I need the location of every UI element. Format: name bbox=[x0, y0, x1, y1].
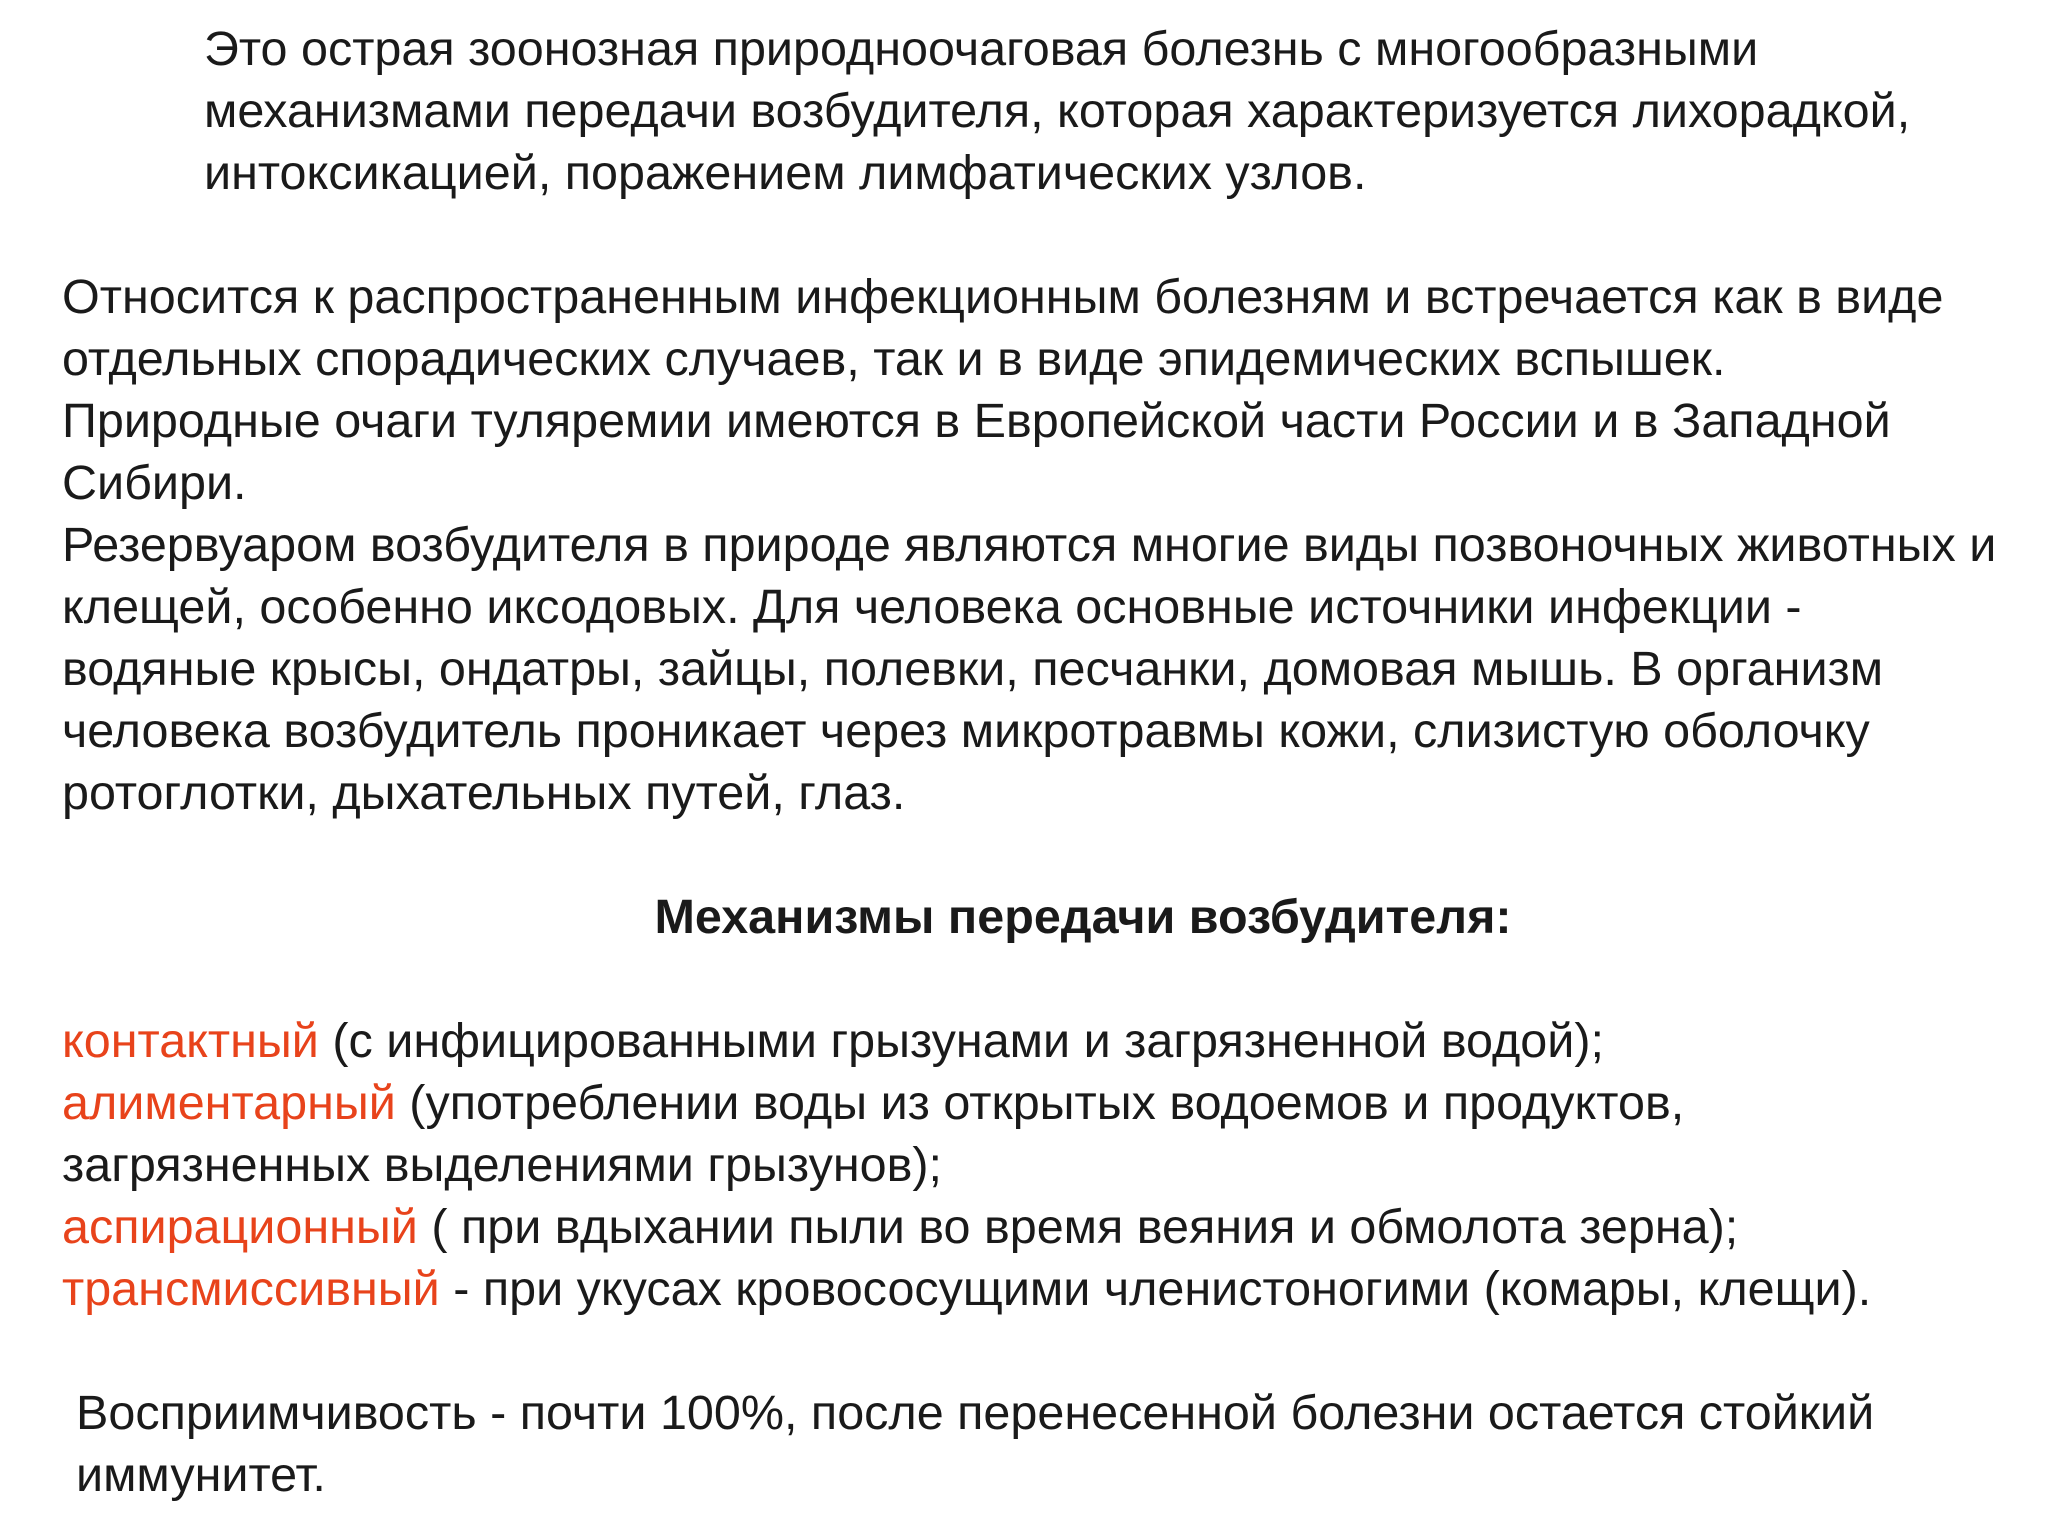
mechanisms-list bbox=[62, 1010, 2002, 1320]
spread-paragraph: Относится к распространенным инфекционным болезням и встречается как в виде отдельных спорадических случаев, так и в виде эпидемических вспышек. bbox=[62, 270, 1944, 386]
mechanism-description: - при укусах кровососущими членистоногими (комары, клещи). bbox=[439, 1262, 1872, 1316]
mechanism-item-aspiration bbox=[62, 1196, 2002, 1258]
mechanism-item-alimentary bbox=[62, 1072, 2002, 1196]
spacer bbox=[62, 824, 2002, 886]
mechanism-description: (употреблении воды из открытых водоемов и продуктов, загрязненных выделениями грызунов); bbox=[62, 1076, 1685, 1192]
mechanism-description: ( при вдыхании пыли во время веяния и обмолота зерна); bbox=[417, 1200, 1739, 1254]
mechanism-item-contact bbox=[62, 1010, 2002, 1072]
mechanism-term: контактный bbox=[62, 1014, 319, 1068]
spacer bbox=[62, 948, 2002, 1010]
mechanisms-heading: Механизмы передачи возбудителя: bbox=[654, 890, 1512, 944]
document-body bbox=[62, 18, 2002, 1506]
mechanism-term: аспирационный bbox=[62, 1200, 418, 1254]
reservoir-paragraph: Резервуаром возбудителя в природе являются многие виды позвоночных животных и клещей, особенно иксодовых. Для человека основные источники инфекции - водяные крысы, ондатры, зайцы, полевки, песчанки, домовая мышь. В организм человека возбудитель проникает через микротравмы кожи, слизистую оболочку ротоглотки, дыхательных путей, глаз. bbox=[62, 518, 1997, 820]
spacer bbox=[62, 204, 2002, 266]
mechanism-item-transmissive bbox=[62, 1258, 2002, 1320]
mechanism-term: трансмиссивный bbox=[62, 1262, 440, 1316]
intro-paragraph: Это острая зоонозная природноочаговая болезнь с многообразными механизмами передачи возбудителя, которая характеризуется лихорадкой, интоксикацией, поражением лимфатических узлов. bbox=[204, 22, 1911, 200]
mechanism-term: алиментарный bbox=[62, 1076, 396, 1130]
immunity-paragraph: Восприимчивость - почти 100%, после перенесенной болезни остается стойкий иммунитет. bbox=[76, 1386, 1875, 1502]
spacer bbox=[62, 1320, 2002, 1382]
mechanism-description: (с инфицированными грызунами и загрязненной водой); bbox=[318, 1014, 1604, 1068]
foci-paragraph: Природные очаги туляремии имеются в Европейской части России и в Западной Сибири. bbox=[62, 394, 1891, 510]
